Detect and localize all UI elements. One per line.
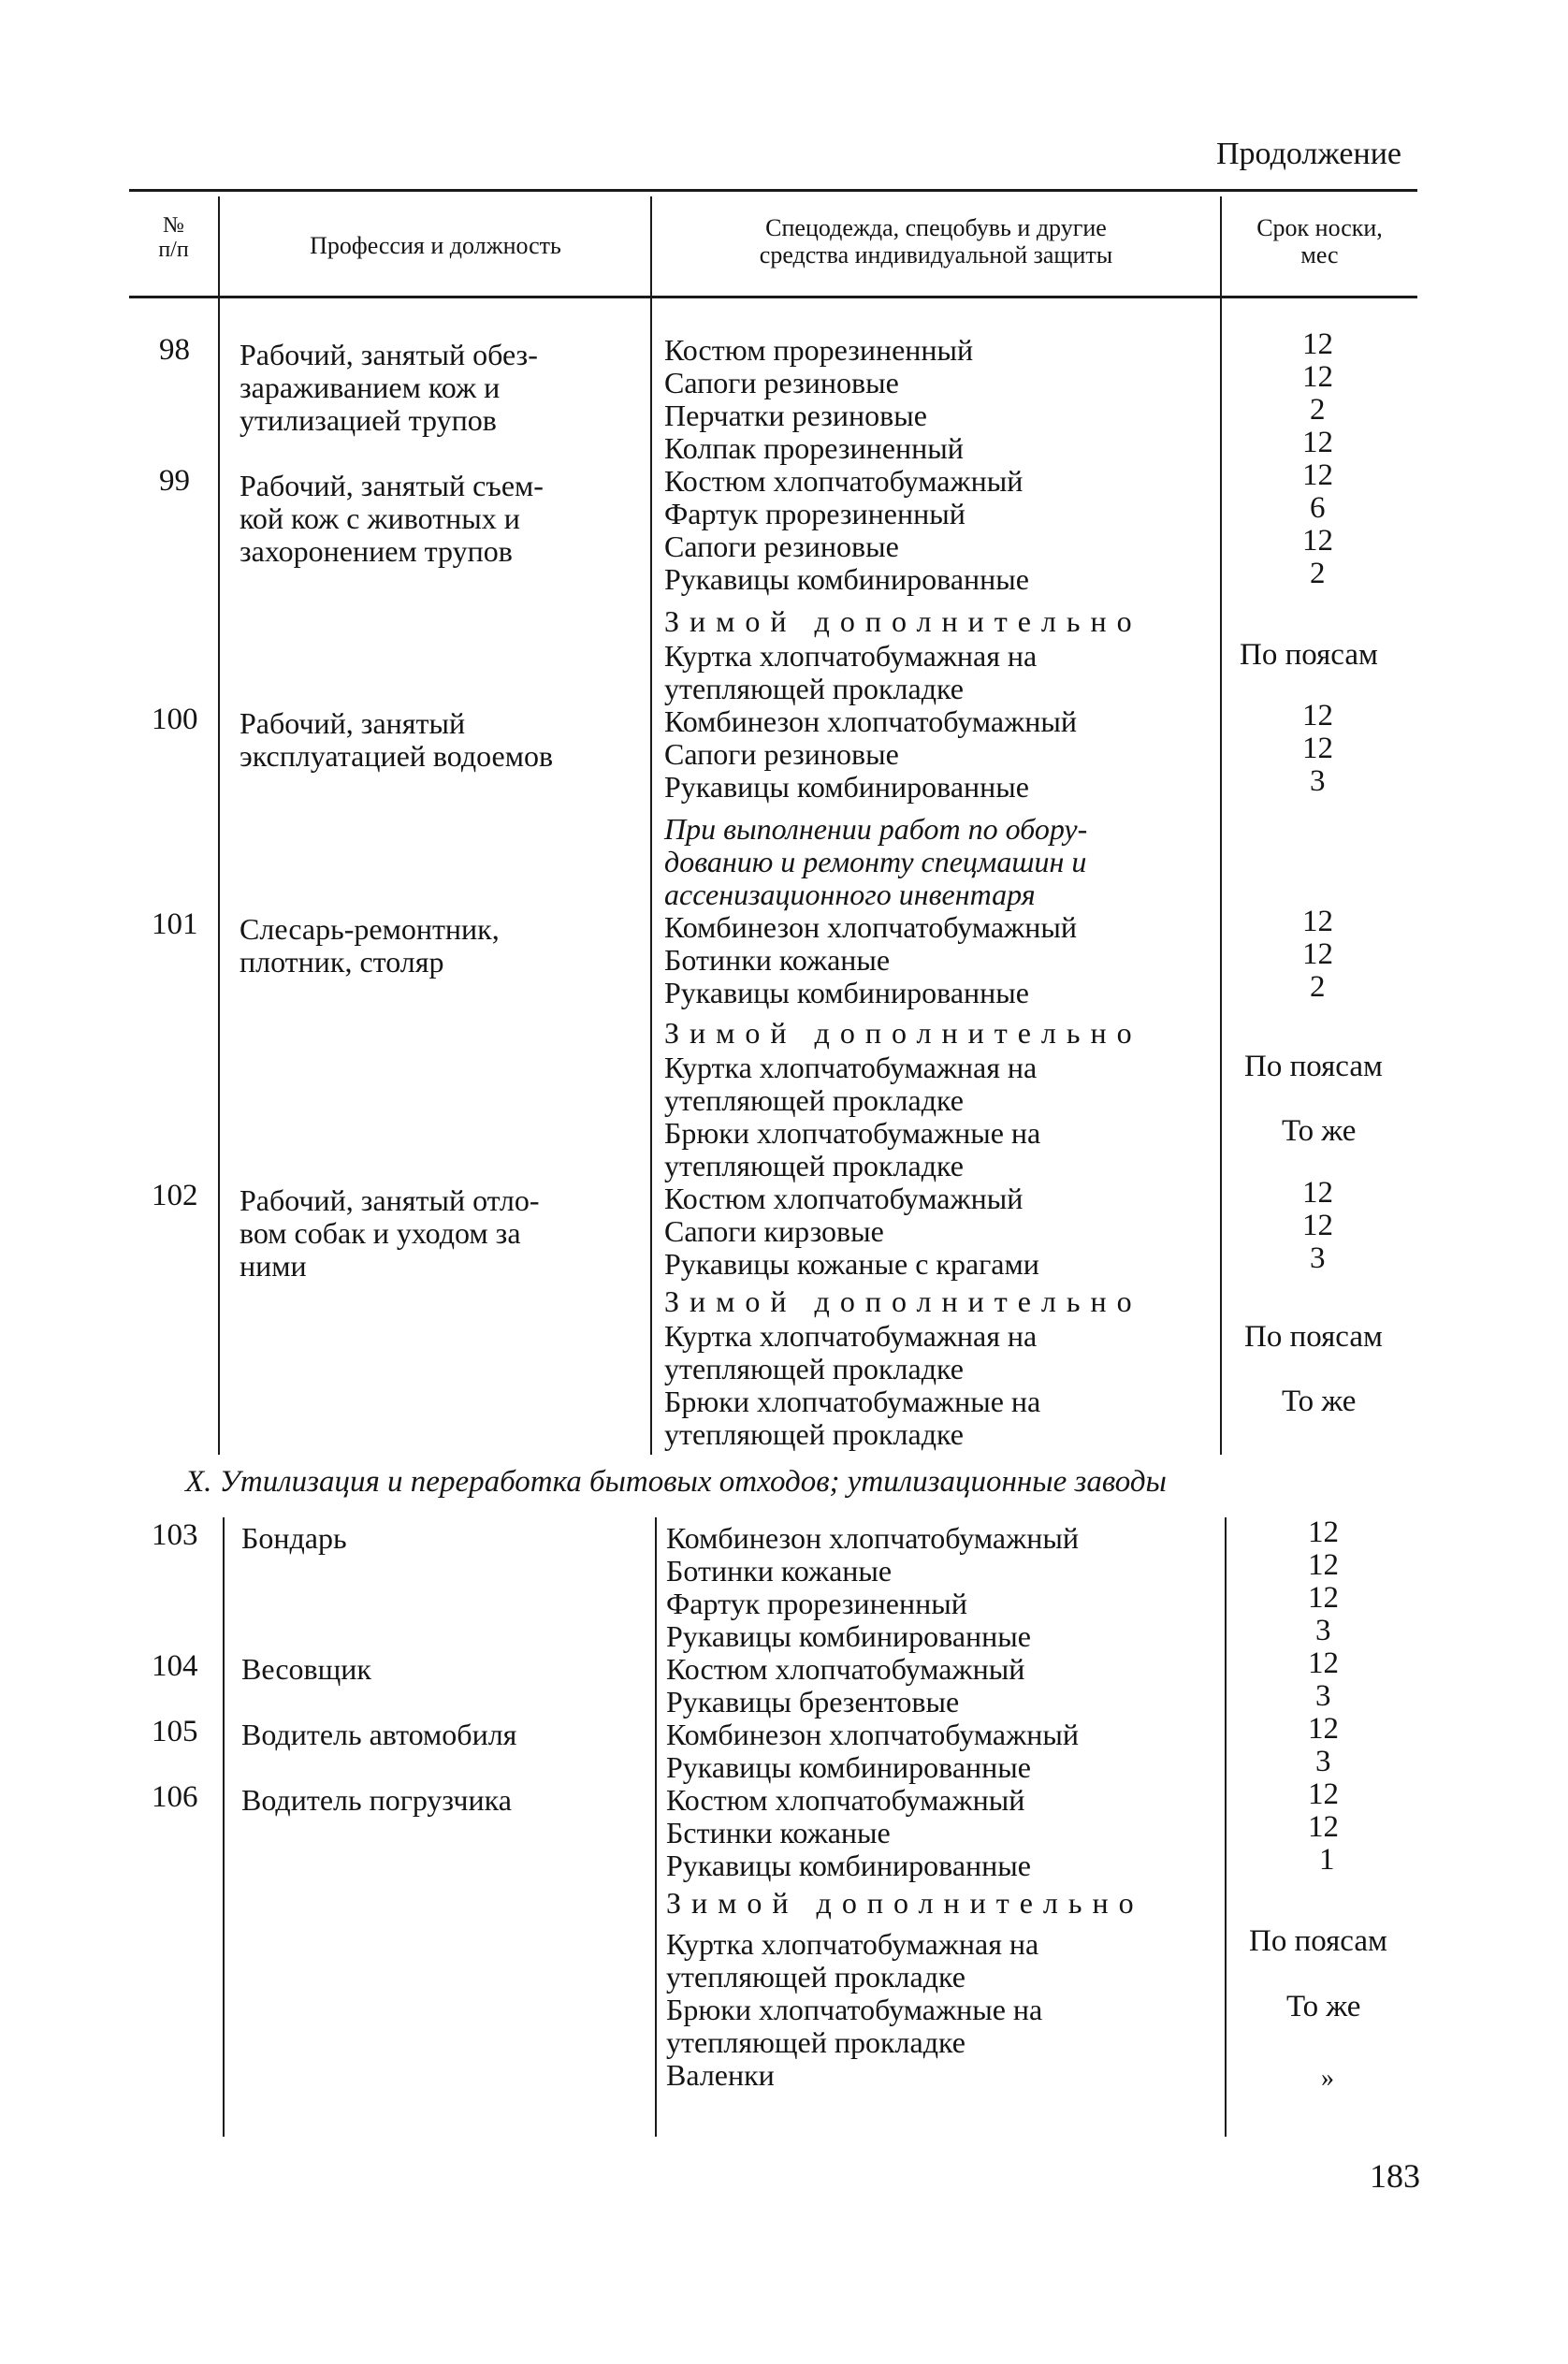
row-number: 104 — [152, 1649, 198, 1683]
equipment-item: Фартук прорезиненный — [664, 497, 965, 530]
row-number: 98 — [159, 333, 190, 367]
equipment-item: Сапоги резиновые — [664, 366, 899, 399]
wear-term: По поясам — [1240, 638, 1378, 672]
winter-heading: Зимой дополнительно — [664, 1016, 1142, 1050]
equipment-item: Фартук прорезиненный — [666, 1587, 967, 1620]
note-line: При выполнении работ по обору- — [664, 812, 1088, 846]
note-line: ассенизационного инвентаря — [664, 877, 1036, 911]
profession-line: Слесарь-ремонтник, — [240, 912, 500, 946]
continuation-label: Продолжение — [1216, 137, 1402, 171]
note-line: дованию и ремонту спецмашин и — [664, 845, 1087, 878]
equipment-item: Куртка хлопчатобумажная на — [664, 1051, 1038, 1084]
row-number: 105 — [152, 1715, 198, 1748]
section-heading: X. Утилизация и переработка бытовых отходов; утилизационные заводы — [185, 1465, 1167, 1499]
wear-term: 12 — [1302, 905, 1333, 938]
row-number: 106 — [152, 1780, 198, 1814]
profession-line: Бондарь — [241, 1521, 347, 1555]
equipment-item: Костюм прорезиненный — [664, 333, 974, 367]
wear-term: 2 — [1310, 970, 1326, 1004]
wear-term: 12 — [1302, 360, 1333, 394]
column-rule-1 — [218, 196, 220, 1455]
equipment-item: Костюм хлопчатобумажный — [666, 1652, 1025, 1686]
wear-term: 3 — [1310, 764, 1326, 798]
equipment-item: Валенки — [666, 2058, 775, 2092]
wear-term: 12 — [1302, 1176, 1333, 1210]
equipment-item: Брюки хлопчатобумажные на — [664, 1116, 1041, 1150]
profession-line: эксплуатацией водоемов — [240, 739, 554, 773]
equipment-item: Перчатки резиновые — [664, 399, 927, 432]
equipment-item: Сапоги кирзовые — [664, 1214, 884, 1248]
header-equipment: Спецодежда, спецобувь и другие средства индивидуальной защиты — [759, 214, 1113, 268]
wear-term: 12 — [1308, 1548, 1339, 1582]
equipment-item: Колпак прорезиненный — [664, 431, 964, 465]
header-bottom-rule — [129, 296, 1417, 298]
wear-term: 1 — [1319, 1843, 1335, 1877]
wear-term: 12 — [1308, 1581, 1339, 1615]
profession-line: Рабочий, занятый — [240, 706, 466, 740]
header-top-rule — [129, 189, 1417, 192]
wear-term: 3 — [1315, 1614, 1331, 1647]
equipment-item: Ботинки кожаные — [664, 943, 891, 977]
wear-term: 12 — [1302, 732, 1333, 765]
wear-term: 12 — [1308, 1516, 1339, 1549]
equipment-item: Куртка хлопчатобумажная на — [664, 639, 1038, 673]
column-rule-3-lower — [1225, 1517, 1227, 2137]
winter-heading: Зимой дополнительно — [664, 604, 1142, 638]
profession-line: Водитель погрузчика — [241, 1783, 512, 1817]
equipment-item: Куртка хлопчатобумажная на — [666, 1927, 1039, 1961]
wear-term: 12 — [1302, 426, 1333, 459]
column-rule-1-lower — [223, 1517, 225, 2137]
equipment-item: Рукавицы кожаные с крагами — [664, 1247, 1039, 1281]
equipment-item: Сапоги резиновые — [664, 529, 899, 563]
row-number: 100 — [152, 703, 198, 736]
equipment-item: утепляющей прокладке — [666, 2025, 965, 2059]
wear-term: 12 — [1302, 524, 1333, 558]
row-number: 103 — [152, 1518, 198, 1552]
wear-term: 3 — [1315, 1745, 1331, 1778]
wear-term: 6 — [1310, 491, 1326, 525]
header-profession: Профессия и должность — [310, 232, 561, 259]
header-num: № п/п — [158, 213, 189, 263]
wear-term: То же — [1282, 1385, 1357, 1418]
equipment-item: утепляющей прокладке — [666, 1960, 965, 1994]
profession-line: Рабочий, занятый съем- — [240, 469, 544, 502]
column-rule-3 — [1220, 196, 1222, 1455]
wear-term: 12 — [1302, 699, 1333, 732]
wear-term: 12 — [1308, 1646, 1339, 1680]
page-number: 183 — [1370, 2157, 1420, 2195]
profession-line: утилизацией трупов — [240, 403, 497, 437]
equipment-item: Брюки хлопчатобумажные на — [664, 1385, 1041, 1418]
wear-term: То же — [1282, 1114, 1357, 1148]
wear-term: 12 — [1302, 1209, 1333, 1242]
profession-line: Водитель автомобиля — [241, 1718, 517, 1751]
equipment-item: Рукавицы брезентовые — [666, 1685, 960, 1719]
equipment-item: утепляющей прокладке — [664, 1352, 964, 1385]
wear-term: 12 — [1308, 1810, 1339, 1844]
profession-line: кой кож с животных и — [240, 501, 520, 535]
equipment-item: Брюки хлопчатобумажные на — [666, 1993, 1043, 2026]
equipment-item: Сапоги резиновые — [664, 737, 899, 771]
wear-term: » — [1321, 2064, 1334, 2093]
column-rule-2 — [650, 196, 652, 1455]
wear-term: 12 — [1308, 1712, 1339, 1746]
wear-term: 12 — [1308, 1777, 1339, 1811]
equipment-item: Комбинезон хлопчатобумажный — [664, 704, 1077, 738]
profession-line: вом собак и уходом за — [240, 1216, 521, 1250]
equipment-item: Рукавицы комбинированные — [666, 1619, 1031, 1653]
equipment-item: Комбинезон хлопчатобумажный — [666, 1521, 1079, 1555]
row-number: 99 — [159, 464, 190, 498]
profession-line: плотник, столяр — [240, 945, 444, 979]
column-rule-2-lower — [655, 1517, 657, 2137]
wear-term: 12 — [1302, 458, 1333, 492]
equipment-item: Комбинезон хлопчатобумажный — [664, 910, 1077, 944]
profession-line: Рабочий, занятый обез- — [240, 338, 538, 371]
equipment-item: утепляющей прокладке — [664, 1083, 964, 1117]
wear-term: 2 — [1310, 557, 1326, 590]
wear-term: По поясам — [1244, 1050, 1383, 1083]
row-number: 101 — [152, 907, 198, 941]
equipment-item: утепляющей прокладке — [664, 1149, 964, 1182]
winter-heading: Зимой дополнительно — [664, 1284, 1142, 1318]
equipment-item: Рукавицы комбинированные — [666, 1849, 1031, 1882]
profession-line: захоронением трупов — [240, 534, 513, 568]
equipment-item: утепляющей прокладке — [664, 1417, 964, 1451]
profession-line: Весовщик — [241, 1652, 371, 1686]
profession-line: Рабочий, занятый отло- — [240, 1183, 540, 1217]
row-number: 102 — [152, 1179, 198, 1212]
wear-term: 2 — [1310, 393, 1326, 427]
profession-line: зараживанием кож и — [240, 370, 501, 404]
wear-term: По поясам — [1249, 1924, 1387, 1958]
equipment-item: Костюм хлопчатобумажный — [664, 1182, 1024, 1215]
wear-term: 12 — [1302, 937, 1333, 971]
equipment-item: утепляющей прокладке — [664, 672, 964, 705]
winter-heading: Зимой дополнительно — [666, 1886, 1144, 1920]
wear-term: 3 — [1310, 1241, 1326, 1275]
equipment-item: Комбинезон хлопчатобумажный — [666, 1718, 1079, 1751]
wear-term: По поясам — [1244, 1320, 1383, 1354]
equipment-item: Рукавицы комбинированные — [666, 1750, 1031, 1784]
wear-term: То же — [1286, 1990, 1361, 2023]
equipment-item: Костюм хлопчатобумажный — [664, 464, 1024, 498]
equipment-item: Рукавицы комбинированные — [664, 976, 1029, 1009]
equipment-item: Рукавицы комбинированные — [664, 562, 1029, 596]
header-term: Срок носки, мес — [1256, 214, 1383, 268]
equipment-item: Костюм хлопчатобумажный — [666, 1783, 1025, 1817]
equipment-item: Рукавицы комбинированные — [664, 770, 1029, 804]
equipment-item: Бстинки кожаные — [666, 1816, 891, 1849]
profession-line: ними — [240, 1249, 307, 1283]
wear-term: 3 — [1315, 1679, 1331, 1713]
wear-term: 12 — [1302, 327, 1333, 361]
equipment-item: Куртка хлопчатобумажная на — [664, 1319, 1038, 1353]
equipment-item: Ботинки кожаные — [666, 1554, 893, 1588]
